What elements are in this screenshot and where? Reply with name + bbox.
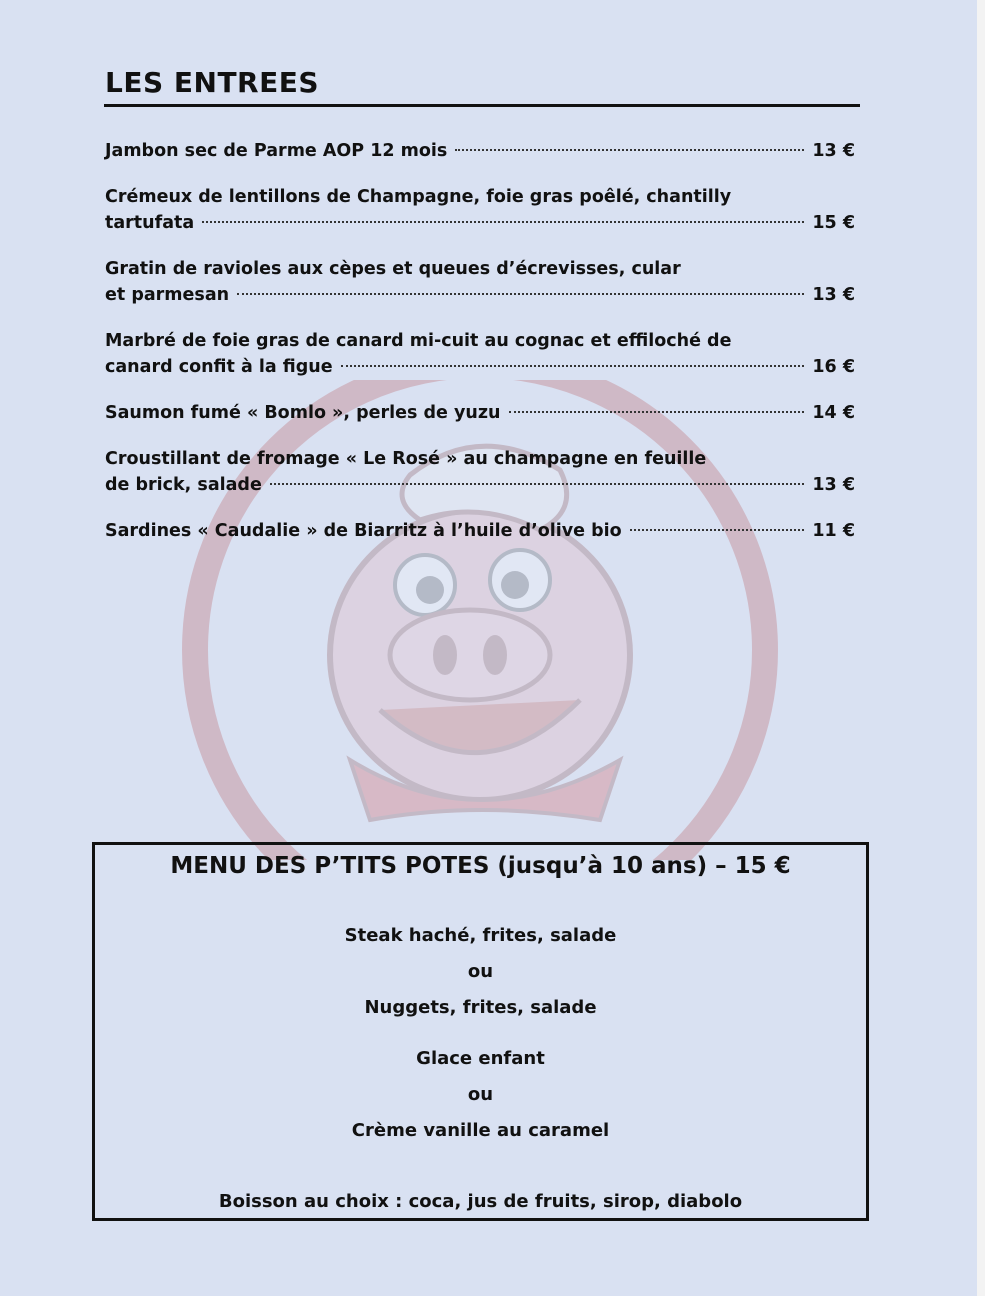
- kids-dessert-option-2: Crème vanille au caramel: [351, 1120, 610, 1141]
- kids-drink: Boisson au choix : coca, jus de fruits, sirop, diabolo: [218, 1191, 743, 1212]
- dish-price: 13 €: [812, 141, 855, 161]
- dish-price: 13 €: [812, 285, 855, 305]
- kids-main-option-1: Steak haché, frites, salade: [344, 925, 617, 946]
- kids-main-option-2: Nuggets, frites, salade: [364, 997, 597, 1018]
- dot-leader: [455, 149, 804, 151]
- kids-main-or: ou: [467, 961, 494, 982]
- section-title: LES ENTREES: [105, 66, 320, 99]
- dish-name: Jambon sec de Parme AOP 12 mois: [105, 141, 448, 161]
- title-underline: [104, 104, 860, 107]
- kids-dessert-option-1: Glace enfant: [416, 1048, 545, 1069]
- dish-name-continued: de brick, salade: [105, 475, 262, 495]
- entrees-list: [105, 138, 855, 564]
- dish-price: 14 €: [812, 403, 855, 423]
- dish-name: Saumon fumé « Bomlo », perles de yuzu: [105, 403, 501, 423]
- menu-item: [105, 184, 855, 236]
- dish-name: Marbré de foie gras de canard mi-cuit au cognac et effiloché de: [105, 331, 732, 351]
- kids-dessert-or: ou: [467, 1084, 494, 1105]
- page-edge: [977, 0, 985, 1296]
- dish-price: 13 €: [812, 475, 855, 495]
- menu-item: [105, 138, 855, 164]
- dot-leader: [202, 221, 804, 223]
- dish-name-continued: tartufata: [105, 213, 195, 233]
- dish-name-continued: et parmesan: [105, 285, 230, 305]
- dish-name: Sardines « Caudalie » de Biarritz à l’huile d’olive bio: [105, 521, 622, 541]
- dish-price: 16 €: [812, 357, 855, 377]
- dish-price: 11 €: [812, 521, 855, 541]
- menu-item: [105, 446, 855, 498]
- menu-item: [105, 328, 855, 380]
- dish-name-continued: canard confit à la figue: [105, 357, 333, 377]
- menu-item: [105, 256, 855, 308]
- dish-price: 15 €: [812, 213, 855, 233]
- menu-item: [105, 400, 855, 426]
- dish-name: Crémeux de lentillons de Champagne, foie gras poêlé, chantilly: [105, 187, 732, 207]
- dot-leader: [630, 529, 805, 531]
- dish-name: Croustillant de fromage « Le Rosé » au champagne en feuille: [105, 449, 707, 469]
- dish-name: Gratin de ravioles aux cèpes et queues d’écrevisses, cular: [105, 259, 681, 279]
- kids-menu-title: MENU DES P’TITS POTES (jusqu’à 10 ans) – 15 €: [170, 853, 791, 879]
- dot-leader: [270, 483, 805, 485]
- dot-leader: [237, 293, 804, 295]
- dot-leader: [509, 411, 805, 413]
- kids-menu-box: [92, 842, 869, 1221]
- menu-item: [105, 518, 855, 544]
- dot-leader: [341, 365, 805, 367]
